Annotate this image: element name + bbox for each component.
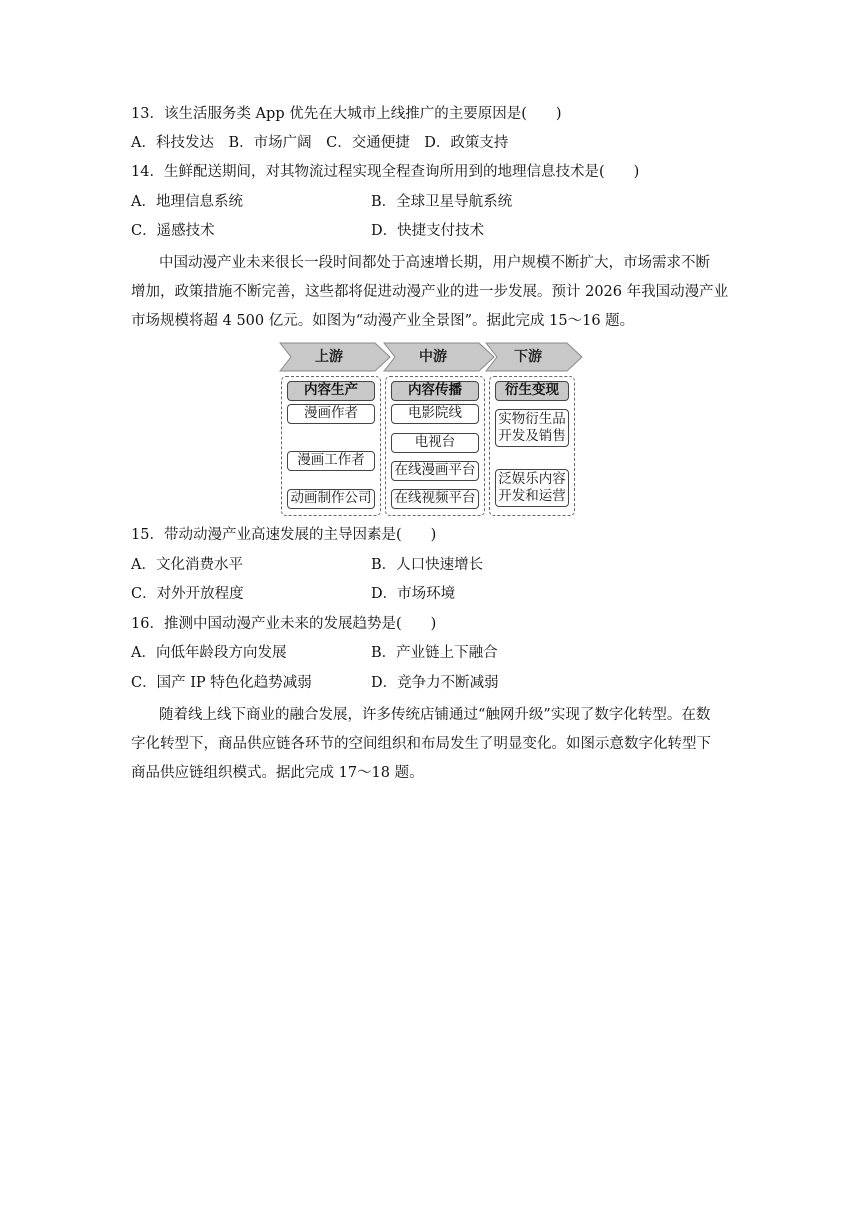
passage2-line1: 随着线上线下商业的融合发展，许多传统店铺通过“触网升级”实现了数字化转型。在数 [159,707,711,723]
q15-option-a: A．文化消费水平 [131,557,243,573]
downstream-header: 衍生变现 [495,381,569,401]
midstream-header: 内容传播 [391,381,479,401]
q14-option-d: D．快捷支付技术 [371,223,485,239]
downstream-arrow [485,342,583,372]
q15-stem: 15．带动动漫产业高速发展的主导因素是( ) [131,527,437,543]
q16-option-d: D．竞争力不断减弱 [371,675,499,691]
q14-option-b: B．全球卫星导航系统 [371,194,513,210]
passage2-line3: 商品供应链组织模式。据此完成 17～18 题。 [131,765,424,781]
downstream-item-1-line1: 实物衍生品 [498,411,566,427]
midstream-arrow [383,342,495,372]
q16-option-a: A．向低年龄段方向发展 [131,645,287,661]
upstream-arrow [279,342,391,372]
q15-option-d: D．市场环境 [371,586,456,602]
midstream-item-4: 在线视频平台 [391,489,479,509]
upstream-title: 上游 [315,349,343,365]
midstream-column [385,376,485,516]
downstream-item-2-line1: 泛娱乐内容 [498,471,566,487]
downstream-item-1-line2: 开发及销售 [498,428,566,444]
upstream-item-1: 漫画作者 [287,404,375,424]
q16-option-c: C．国产 IP 特色化趋势减弱 [131,675,312,691]
passage1-line1: 中国动漫产业未来很长一段时间都处于高速增长期，用户规模不断扩大，市场需求不断 [159,255,710,271]
passage1-line3: 市场规模将超 4 500 亿元。如图为“动漫产业全景图”。据此完成 15～16 题。 [131,313,635,329]
upstream-header: 内容生产 [287,381,375,401]
downstream-column [489,376,575,516]
midstream-title: 中游 [419,349,447,365]
upstream-column [281,376,381,516]
downstream-item-1 [495,409,569,447]
upstream-item-2: 漫画工作者 [287,451,375,471]
downstream-title: 下游 [514,349,542,365]
q16-stem: 16．推测中国动漫产业未来的发展趋势是( ) [131,616,437,632]
q14-stem: 14．生鲜配送期间，对其物流过程实现全程查询所用到的地理信息技术是( ) [131,164,640,180]
midstream-item-2: 电视台 [391,433,479,453]
q15-option-c: C．对外开放程度 [131,586,244,602]
q16-option-b: B．产业链上下融合 [371,645,498,661]
upstream-item-3: 动画制作公司 [287,489,375,509]
q13-options: A．科技发达 B．市场广阔 C．交通便捷 D．政策支持 [131,135,509,151]
q14-option-a: A．地理信息系统 [131,194,243,210]
q13-stem: 13．该生活服务类 App 优先在大城市上线推广的主要原因是( ) [131,106,562,122]
q14-option-c: C．遥感技术 [131,223,215,239]
midstream-item-1: 电影院线 [391,404,479,424]
q15-option-b: B．人口快速增长 [371,557,484,573]
passage2-line2: 字化转型下，商品供应链各环节的空间组织和布局发生了明显变化。如图示意数字化转型下 [131,736,711,752]
downstream-item-2-line2: 开发和运营 [498,488,566,504]
animation-industry-diagram [279,342,583,518]
passage1-line2: 增加，政策措施不断完善，这些都将促进动漫产业的进一步发展。预计 2026 年我国动漫产业 [131,284,729,300]
downstream-item-2 [495,469,569,507]
midstream-item-3: 在线漫画平台 [391,461,479,481]
